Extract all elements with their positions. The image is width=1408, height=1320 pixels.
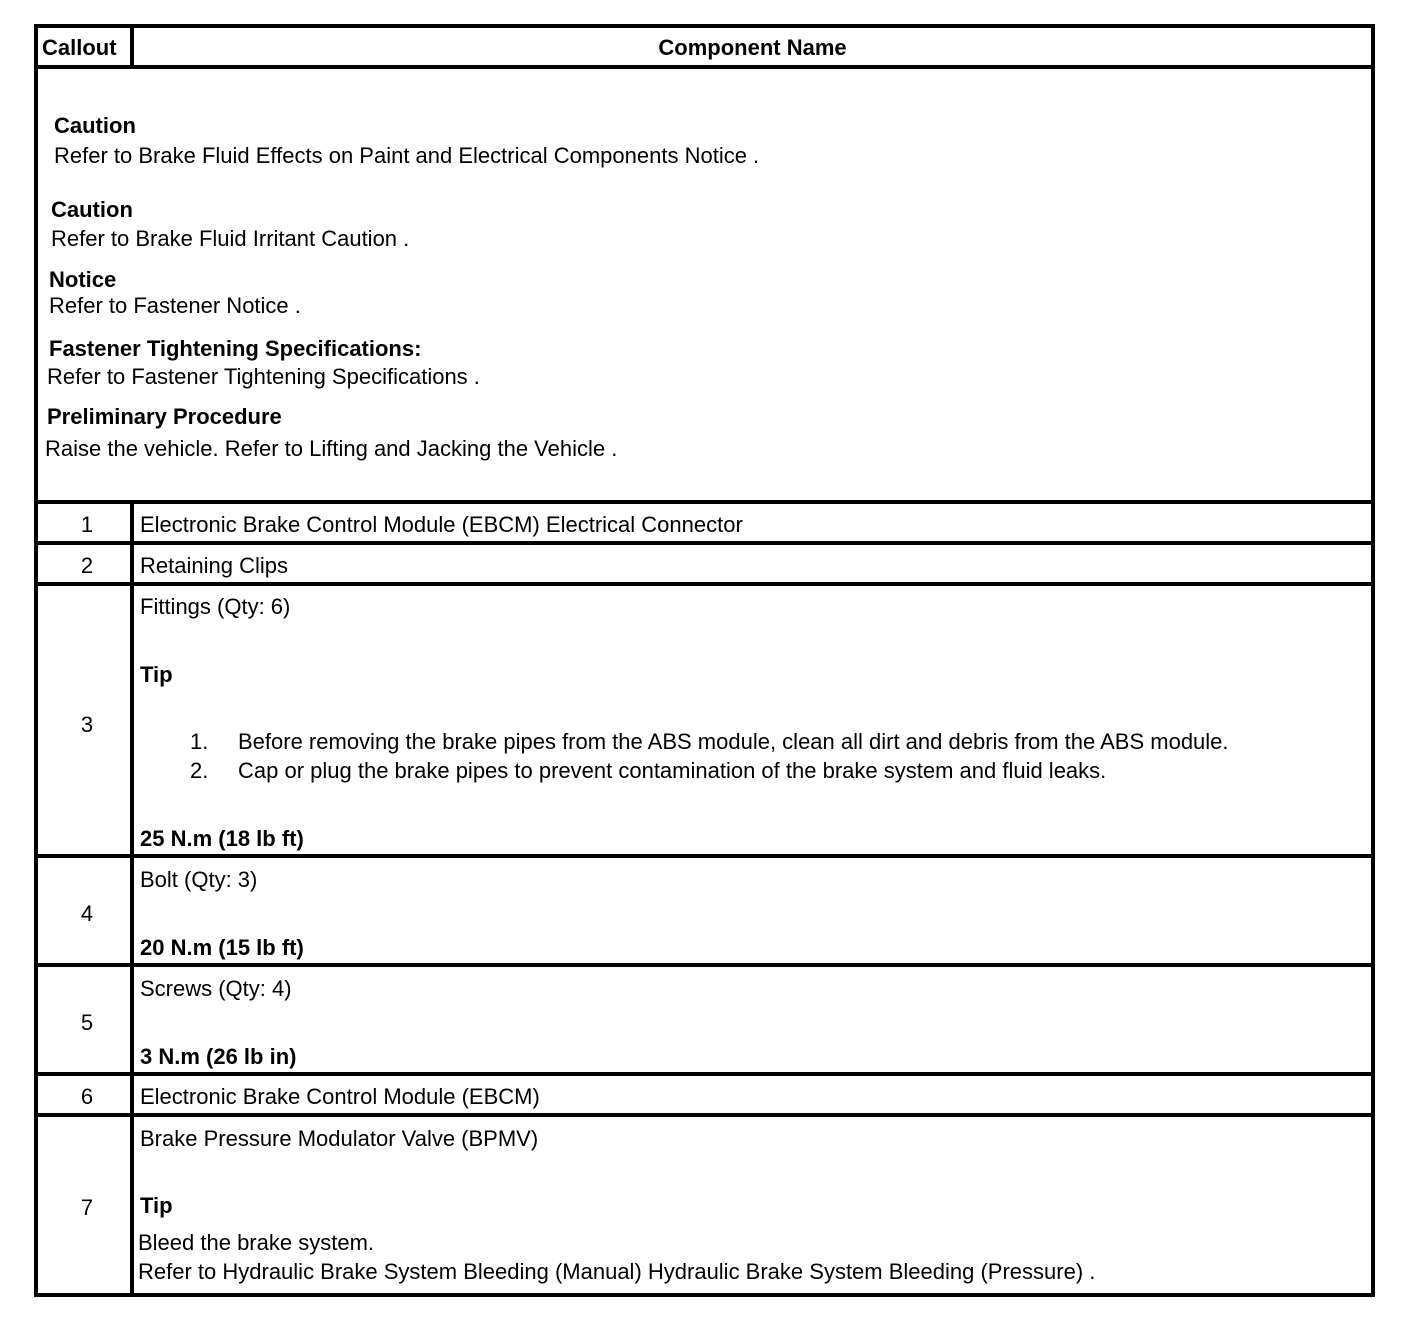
caution1-text: Refer to Brake Fluid Effects on Paint and Electrical Components Notice . <box>54 143 760 168</box>
header-component-name: Component Name <box>658 35 847 60</box>
row-6-callout-cell <box>34 1072 134 1117</box>
row-5-callout: 5 <box>80 1010 94 1035</box>
prelim-text: Raise the vehicle. Refer to Lifting and Jacking the Vehicle . <box>45 436 618 461</box>
component-table <box>34 24 1375 1297</box>
header-callout-cell <box>34 24 134 69</box>
row-7-name-cell <box>130 1113 1375 1297</box>
row-3-name: Fittings (Qty: 6) <box>140 594 291 619</box>
row-2-callout: 2 <box>80 553 94 578</box>
caution2-text: Refer to Brake Fluid Irritant Caution . <box>51 226 410 251</box>
row-1-name-cell <box>130 500 1375 545</box>
fastener-title: Fastener Tightening Specifications: <box>49 336 422 361</box>
row-3-callout: 3 <box>80 712 94 737</box>
row-4-callout: 4 <box>80 901 94 926</box>
row-6-name-cell <box>130 1072 1375 1117</box>
row-5-name-cell <box>130 963 1375 1076</box>
row-6-callout: 6 <box>80 1084 94 1109</box>
fastener-text: Refer to Fastener Tightening Specifications . <box>47 364 480 389</box>
caution2-title: Caution <box>51 197 133 222</box>
row-5-name: Screws (Qty: 4) <box>140 976 292 1001</box>
row-4-name-cell <box>130 854 1375 967</box>
row-7-tip-text: Bleed the brake system. <box>138 1230 375 1255</box>
row-7-tip-ref: Refer to Hydraulic Brake System Bleeding (Manual) Hydraulic Brake System Bleeding (Pressure) . <box>138 1259 1096 1284</box>
row-6-name: Electronic Brake Control Module (EBCM) <box>140 1084 540 1109</box>
row-5-callout-cell <box>34 963 134 1076</box>
row-4-torque: 20 N.m (15 lb ft) <box>140 935 304 960</box>
prelim-title: Preliminary Procedure <box>47 404 282 429</box>
row-2-name: Retaining Clips <box>140 553 288 578</box>
row-3-tip-2-num: 2. <box>190 758 209 783</box>
row-3-tip-2-text: Cap or plug the brake pipes to prevent contamination of the brake system and fluid leaks. <box>238 758 1107 783</box>
row-5-torque: 3 N.m (26 lb in) <box>140 1044 297 1069</box>
row-4-callout-cell <box>34 854 134 967</box>
row-1-callout: 1 <box>80 512 94 537</box>
row-7-name: Brake Pressure Modulator Valve (BPMV) <box>140 1126 539 1151</box>
notice-title: Notice <box>49 267 117 292</box>
row-1-callout-cell <box>34 500 134 545</box>
row-3-tip-1-num: 1. <box>190 729 209 754</box>
row-1-name: Electronic Brake Control Module (EBCM) Electrical Connector <box>140 512 743 537</box>
header-component-cell <box>130 24 1375 69</box>
header-callout: Callout <box>42 35 117 60</box>
notice-text: Refer to Fastener Notice . <box>49 293 301 318</box>
row-3-callout-cell <box>34 582 134 858</box>
row-3-name-cell <box>130 582 1375 858</box>
row-3-torque: 25 N.m (18 lb ft) <box>140 826 304 851</box>
row-7-callout: 7 <box>80 1195 94 1220</box>
row-7-callout-cell <box>34 1113 134 1297</box>
caution1-title: Caution <box>54 113 136 138</box>
row-2-callout-cell <box>34 541 134 586</box>
row-3-tip-1-text: Before removing the brake pipes from the ABS module, clean all dirt and debris from the ABS module. <box>238 729 1229 754</box>
row-3-tip-label: Tip <box>140 662 173 687</box>
row-2-name-cell <box>130 541 1375 586</box>
row-4-name: Bolt (Qty: 3) <box>140 867 258 892</box>
intro-block <box>34 65 1375 504</box>
row-7-tip-label: Tip <box>140 1193 173 1218</box>
